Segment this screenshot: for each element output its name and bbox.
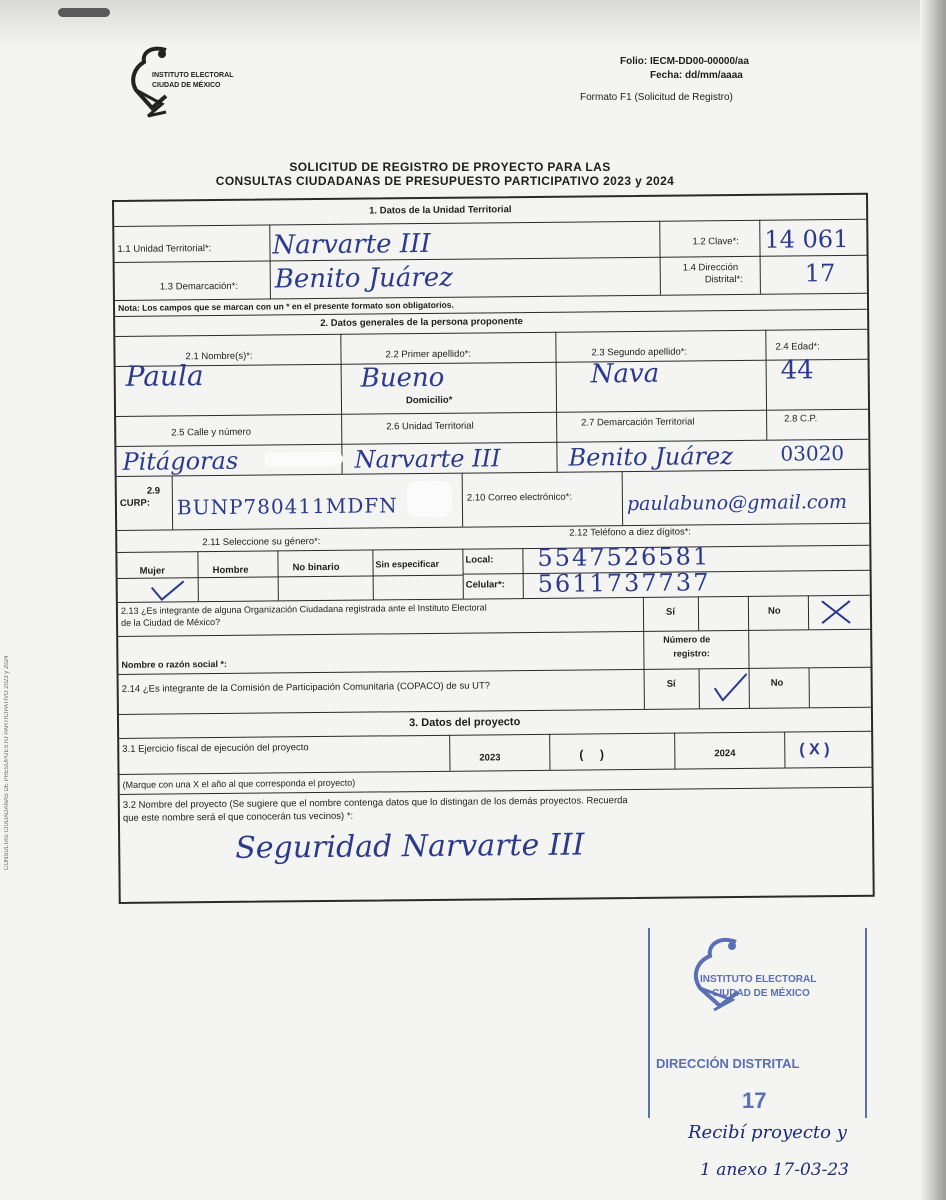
year-2024: 2024	[714, 748, 736, 760]
q214-text: 2.14 ¿Es integrante de la Comisión de Participación Comunitaria (COPACO) de su UT?	[121, 680, 491, 695]
redacted-curp	[407, 481, 452, 517]
direccion-label-2: Distrital*:	[704, 273, 743, 286]
sin-especificar-option: Sin especificar	[375, 558, 440, 570]
celular-value: 5611737737	[537, 568, 711, 598]
local-label: Local:	[465, 554, 494, 566]
year-2023: 2023	[479, 752, 501, 764]
celular-label: Celular*:	[465, 579, 505, 591]
mujer-check-mark	[148, 579, 188, 601]
curp-value: BUNP780411MDFN	[176, 493, 398, 520]
section3-heading: 3. Datos del proyecto	[408, 716, 521, 730]
section1-heading: 1. Datos de la Unidad Territorial	[369, 204, 512, 217]
form-title-line1: SOLICITUD DE REGISTRO DE PROYECTO PARA LAS	[289, 160, 611, 174]
q213-line2: de la Ciudad de México?	[121, 616, 221, 628]
hombre-option: Hombre	[212, 564, 249, 577]
logo-line2: CIUDAD DE MÉXICO	[152, 82, 221, 89]
page-edge-shadow	[920, 0, 946, 1200]
cp-label: 2.8 C.P.	[784, 413, 818, 425]
stamp-handwritten-2: 1 anexo 17-03-23	[700, 1160, 849, 1180]
nombre-proyecto-line2: que este nombre será el que conocerán tus vecinos) *:	[122, 810, 354, 824]
local-value: 5547526581	[537, 542, 711, 572]
stamp-line4: 17	[742, 1088, 767, 1113]
note-text: Nota: Los campos que se marcan con un * en el presente formato son obligatorios.	[117, 299, 454, 313]
apellido1-value: Bueno	[360, 362, 445, 394]
formato-text: Formato F1 (Solicitud de Registro)	[580, 92, 733, 103]
side-legal-text-content: CONSULTAS CIUDADANAS DE PRESUPUESTO PARTICIPATIVO 2023 y 2024	[4, 655, 10, 870]
no-binario-option: No binario	[292, 561, 340, 574]
clave-value: 14 061	[764, 224, 849, 254]
q213-line1: 2.13 ¿Es integrante de alguna Organización Ciudadana registrada ante el Instituto Electoral	[120, 602, 487, 616]
fecha-text: Fecha: dd/mm/aaaa	[650, 70, 743, 81]
folio-text: Folio: IECM-DD00-00000/aa	[620, 56, 749, 67]
clave-label: 1.2 Clave*:	[692, 235, 739, 248]
reception-stamp	[648, 928, 867, 1118]
demarcacion-value: Benito Juárez	[274, 262, 454, 295]
mujer-option: Mujer	[139, 565, 165, 577]
stamp-line2: CIUDAD DE MÉXICO	[712, 988, 810, 999]
q213-no-x-mark	[818, 597, 854, 627]
stamp-line1: INSTITUTO ELECTORAL	[700, 974, 817, 985]
direccion-label: 1.4 Dirección	[682, 261, 739, 274]
ut-value: Narvarte III	[272, 228, 431, 261]
demarcacion2-value: Benito Juárez	[568, 442, 734, 472]
apellido2-label: 2.3 Segundo apellido*:	[591, 346, 688, 359]
num-registro-label-2: registro:	[673, 648, 710, 659]
redacted-number	[264, 452, 342, 467]
nombre-proyecto-line1: 3.2 Nombre del proyecto (Se sugiere que el nombre contenga datos que lo distingan de los demás proyectos. Recuerda	[122, 795, 628, 811]
demarcacion2-label: 2.7 Demarcación Territorial	[581, 416, 695, 429]
nombre-value: Paula	[125, 359, 204, 393]
telefono-label: 2.12 Teléfono a diez dígitos*:	[569, 526, 692, 539]
scan-shadow-top	[0, 0, 946, 48]
q213-si: Sí	[665, 606, 676, 618]
edad-label: 2.4 Edad*:	[775, 341, 820, 353]
q214-si: Sí	[666, 678, 676, 690]
ejercicio-label: 3.1 Ejercicio fiscal de ejecución del proyecto	[122, 742, 309, 755]
apellido1-label: 2.2 Primer apellido*:	[385, 348, 472, 361]
year-2023-mark: ( )	[579, 747, 605, 762]
registration-form	[112, 193, 875, 904]
num-registro-label-1: Número de	[663, 634, 711, 645]
direccion-value: 17	[804, 259, 836, 288]
cp-value: 03020	[780, 440, 845, 466]
marque-note: (Marque con una X el año al que corresponda el proyecto)	[122, 777, 356, 790]
calle-label: 2.5 Calle y número	[171, 426, 252, 439]
form-title-line2: CONSULTAS CIUDADANAS DE PRESUPUESTO PARTICIPATIVO 2023 y 2024	[215, 174, 675, 188]
nombre-razon-label: Nombre o razón social *:	[121, 658, 228, 670]
curp-label-2: CURP:	[119, 497, 151, 509]
genero-label: 2.11 Seleccione su género*:	[202, 536, 321, 549]
q214-no: No	[770, 677, 784, 689]
ut2-value: Narvarte III	[354, 444, 501, 474]
stamp-handwritten-1: Recibí proyecto y	[688, 1122, 847, 1143]
ink-mark	[58, 8, 110, 17]
ut2-label: 2.6 Unidad Territorial	[386, 420, 474, 433]
correo-label: 2.10 Correo electrónico*:	[466, 491, 573, 504]
curp-label-1: 2.9	[146, 485, 161, 497]
q213-no: No	[767, 605, 781, 617]
stamp-logo-icon	[680, 932, 760, 1012]
demarcacion-label: 1.3 Demarcación*:	[159, 280, 239, 293]
side-legal-text	[4, 330, 16, 870]
edad-value: 44	[780, 355, 814, 386]
nombre-label: 2.1 Nombre(s)*:	[185, 350, 253, 363]
domicilio-label: Domicilio*	[405, 394, 453, 407]
nombre-proyecto-value: Seguridad Narvarte III	[235, 827, 585, 866]
stamp-line3: DIRECCIÓN DISTRITAL	[656, 1056, 800, 1071]
apellido2-value: Nava	[590, 358, 660, 390]
q214-si-check-mark	[711, 670, 751, 704]
iecm-logo	[122, 42, 262, 122]
ut-label: 1.1 Unidad Territorial*:	[117, 243, 212, 255]
logo-line1: INSTITUTO ELECTORAL	[152, 72, 234, 79]
year-2024-mark: ( X )	[799, 741, 830, 759]
section2-heading: 2. Datos generales de la persona proponente	[320, 316, 523, 330]
calle-value: Pitágoras	[122, 446, 239, 476]
correo-value: paulabuno@gmail.com	[626, 490, 848, 516]
